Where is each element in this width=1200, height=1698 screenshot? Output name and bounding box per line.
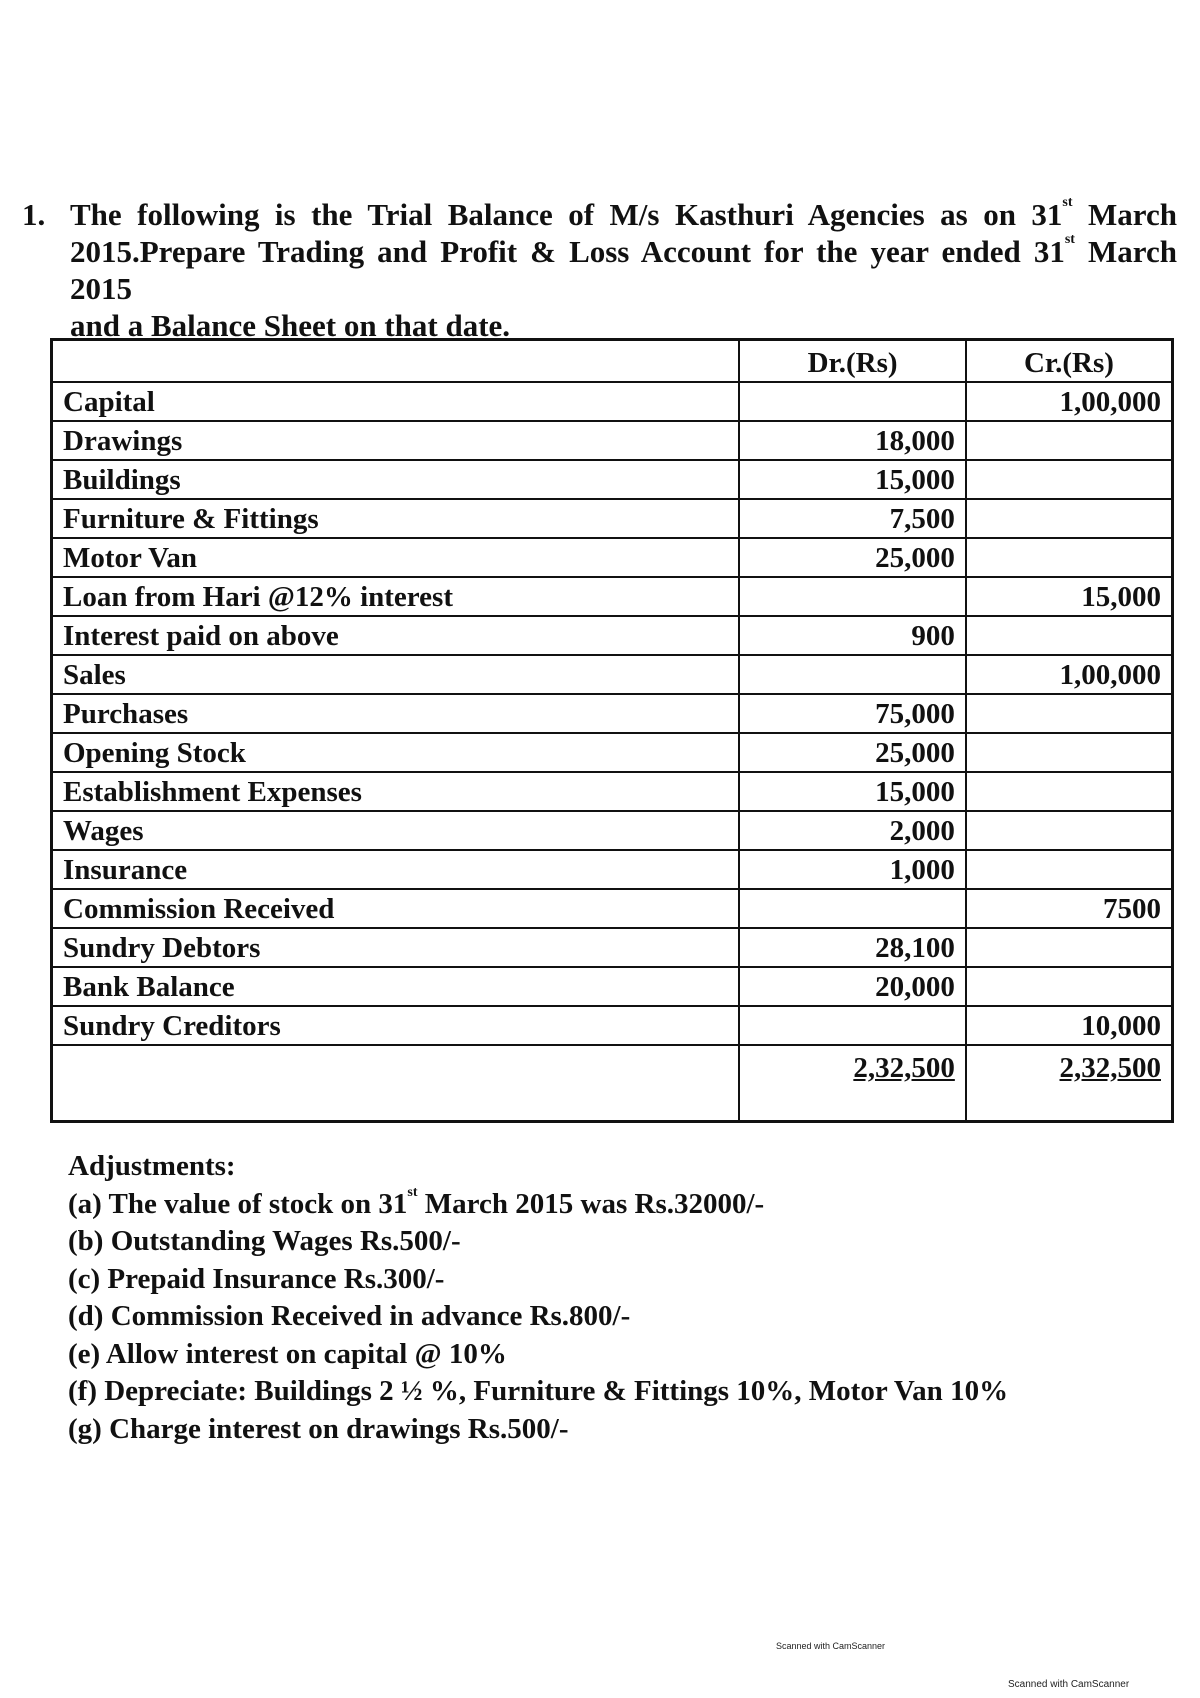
table-row	[52, 460, 1173, 499]
table-row	[52, 694, 1173, 733]
trial-balance-body	[52, 382, 1173, 1045]
row-debit: 75,000	[739, 694, 966, 733]
table-row	[52, 811, 1173, 850]
row-debit: 15,000	[739, 460, 966, 499]
row-credit	[966, 460, 1173, 499]
row-debit	[739, 382, 966, 421]
table-row	[52, 538, 1173, 577]
adjustment-a-text: (a) The value of stock on 31	[68, 1187, 408, 1220]
adjustments-list	[68, 1186, 1008, 1449]
row-credit	[966, 733, 1173, 772]
table-row	[52, 967, 1173, 1006]
row-particulars: Buildings	[52, 460, 740, 499]
table-row	[52, 889, 1173, 928]
row-credit	[966, 616, 1173, 655]
question-line-2-text: 2015.Prepare Trading and Profit & Loss Account for the year ended 31	[70, 234, 1065, 269]
question-line-1-sup: st	[1062, 195, 1073, 210]
table-row	[52, 499, 1173, 538]
total-debit: 2,32,500	[739, 1045, 966, 1122]
question-line-3: and a Balance Sheet on that date.	[70, 308, 511, 343]
row-particulars: Loan from Hari @12% interest	[52, 577, 740, 616]
header-credit: Cr.(Rs)	[966, 340, 1173, 383]
row-credit: 1,00,000	[966, 382, 1173, 421]
table-row	[52, 616, 1173, 655]
row-debit: 18,000	[739, 421, 966, 460]
table-row	[52, 421, 1173, 460]
total-credit: 2,32,500	[966, 1045, 1173, 1122]
question-line-1-tail: March	[1072, 197, 1177, 232]
row-debit	[739, 1006, 966, 1045]
row-particulars: Commission Received	[52, 889, 740, 928]
question-line-1	[70, 196, 1177, 233]
camscanner-watermark-outer: Scanned with CamScanner	[1008, 1679, 1130, 1690]
row-debit	[739, 577, 966, 616]
table-row	[52, 733, 1173, 772]
header-particulars	[52, 340, 740, 383]
total-row	[52, 1045, 1173, 1122]
question-line-1-text: The following is the Trial Balance of M/s Kasthuri Agencies as on 31	[70, 197, 1063, 232]
row-debit: 7,500	[739, 499, 966, 538]
row-particulars: Interest paid on above	[52, 616, 740, 655]
row-credit	[966, 928, 1173, 967]
row-credit	[966, 772, 1173, 811]
row-credit	[966, 421, 1173, 460]
row-debit	[739, 889, 966, 928]
row-particulars: Establishment Expenses	[52, 772, 740, 811]
row-particulars: Sundry Debtors	[52, 928, 740, 967]
adjustments	[68, 1148, 1008, 1448]
row-debit: 28,100	[739, 928, 966, 967]
row-debit: 2,000	[739, 811, 966, 850]
row-credit	[966, 538, 1173, 577]
adjustment-b: (b) Outstanding Wages Rs.500/-	[68, 1225, 461, 1257]
row-debit: 25,000	[739, 733, 966, 772]
row-credit: 15,000	[966, 577, 1173, 616]
row-particulars: Opening Stock	[52, 733, 740, 772]
row-credit	[966, 967, 1173, 1006]
table-header-row	[52, 340, 1173, 383]
row-debit: 20,000	[739, 967, 966, 1006]
question-line-2-sup: st	[1064, 232, 1075, 247]
table-row	[52, 850, 1173, 889]
table-row	[52, 655, 1173, 694]
table-row	[52, 928, 1173, 967]
adjustment-c: (c) Prepaid Insurance Rs.300/-	[68, 1262, 445, 1295]
row-particulars: Insurance	[52, 850, 740, 889]
row-particulars: Drawings	[52, 421, 740, 460]
row-debit: 1,000	[739, 850, 966, 889]
adjustment-g: (g) Charge interest on drawings Rs.500/-	[68, 1412, 569, 1445]
row-credit	[966, 811, 1173, 850]
adjustments-heading: Adjustments:	[68, 1150, 236, 1182]
table-row	[52, 577, 1173, 616]
table-row	[52, 382, 1173, 421]
row-debit: 900	[739, 616, 966, 655]
row-particulars: Motor Van	[52, 538, 740, 577]
table-row	[52, 772, 1173, 811]
adjustment-a-sup: st	[407, 1184, 418, 1200]
row-credit: 7500	[966, 889, 1173, 928]
total-particulars	[52, 1045, 740, 1122]
row-particulars: Bank Balance	[52, 967, 740, 1006]
header-debit: Dr.(Rs)	[739, 340, 966, 383]
adjustment-f: (f) Depreciate: Buildings 2 ½ %, Furniture & Fittings 10%, Motor Van 10%	[68, 1375, 1009, 1407]
row-particulars: Furniture & Fittings	[52, 499, 740, 538]
question-line-2	[70, 233, 1177, 307]
row-credit	[966, 850, 1173, 889]
row-particulars: Sales	[52, 655, 740, 694]
row-particulars: Purchases	[52, 694, 740, 733]
row-particulars: Sundry Creditors	[52, 1006, 740, 1045]
row-particulars: Capital	[52, 382, 740, 421]
row-debit: 15,000	[739, 772, 966, 811]
row-credit	[966, 694, 1173, 733]
camscanner-watermark-inner: Scanned with CamScanner	[776, 1641, 886, 1651]
table-row	[52, 1006, 1173, 1045]
row-debit: 25,000	[739, 538, 966, 577]
adjustment-e: (e) Allow interest on capital @ 10%	[68, 1337, 507, 1370]
row-credit: 10,000	[966, 1006, 1173, 1045]
adjustment-a-tail: March 2015 was Rs.32000/-	[417, 1187, 765, 1220]
question-number: 1.	[22, 197, 46, 232]
adjustment-a	[68, 1186, 1008, 1224]
question-line-2-tail: March 2015	[70, 234, 1177, 306]
row-debit	[739, 655, 966, 694]
row-credit: 1,00,000	[966, 655, 1173, 694]
trial-balance-table	[50, 338, 1174, 1123]
question-text	[70, 196, 1177, 344]
row-particulars: Wages	[52, 811, 740, 850]
question	[22, 196, 1177, 344]
row-credit	[966, 499, 1173, 538]
adjustment-d: (d) Commission Received in advance Rs.800/-	[68, 1300, 631, 1332]
